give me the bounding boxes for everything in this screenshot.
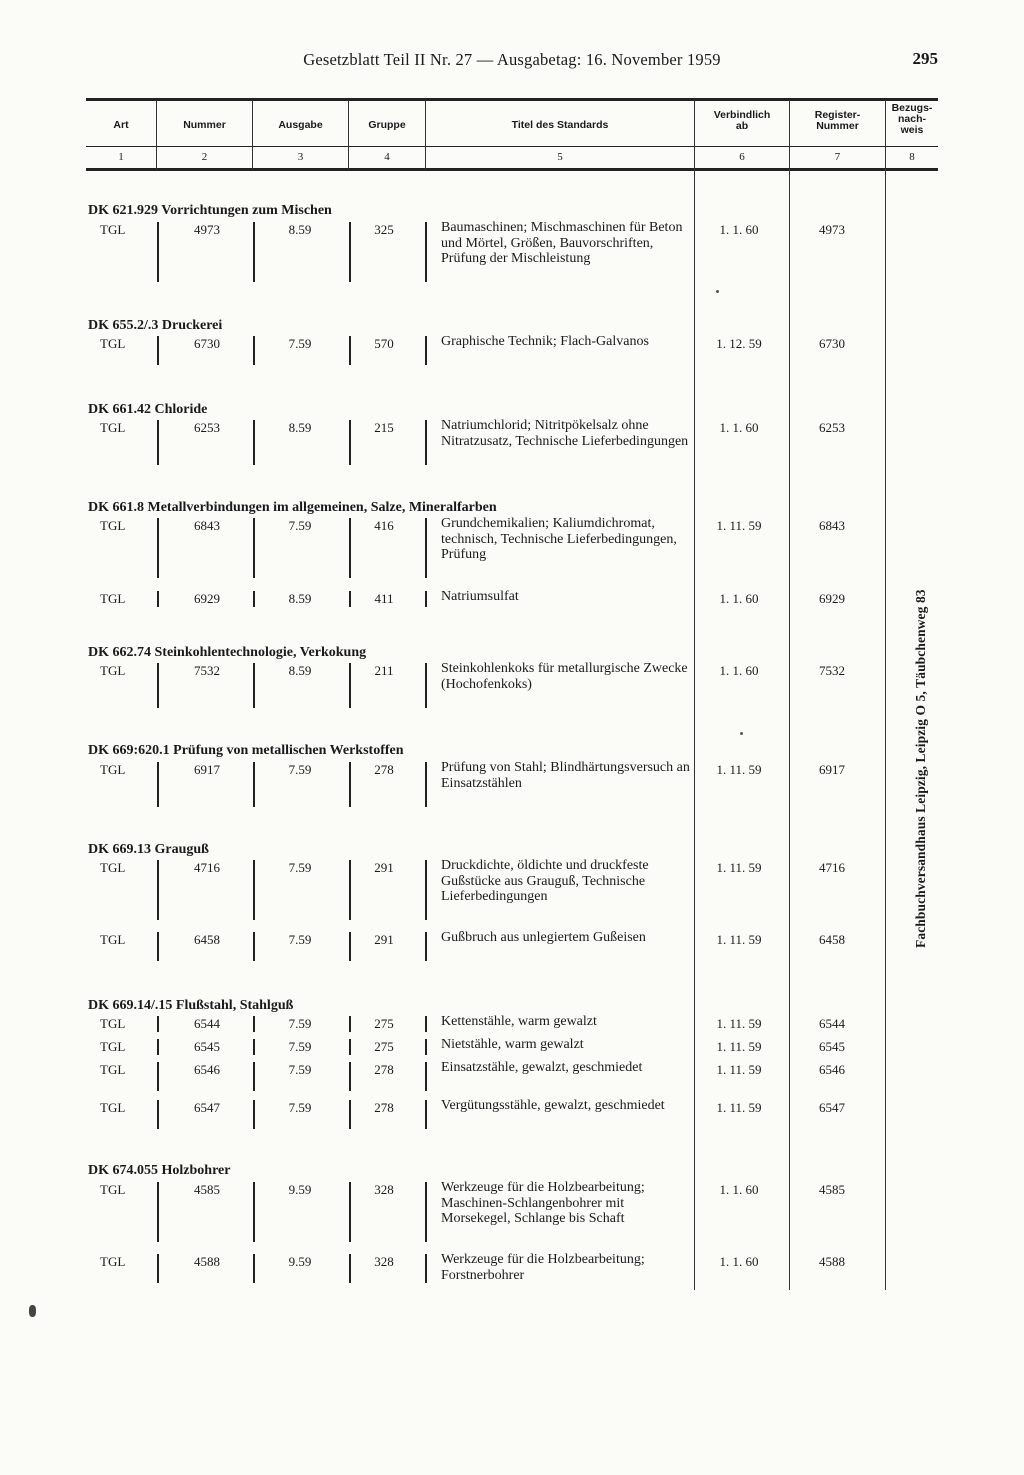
row-divider-tick — [253, 591, 255, 607]
row-divider-tick — [157, 1016, 159, 1032]
row-divider-tick — [157, 1062, 159, 1091]
row-divider-tick — [157, 1182, 159, 1242]
cell-nummer: 6730 — [194, 336, 220, 351]
row-divider-tick — [349, 1016, 351, 1032]
cell-art: TGL — [100, 336, 126, 351]
cell-ausgabe: 9.59 — [288, 1254, 312, 1269]
cell-art: TGL — [100, 518, 126, 533]
row-divider-tick — [349, 1100, 351, 1129]
row-divider-tick — [157, 932, 159, 961]
column-number-8: 8 — [909, 151, 915, 163]
cell-titel: Prüfung von Stahl; Blindhärtungsversuch an Einsatzstählen — [441, 760, 690, 791]
cell-gruppe: 411 — [374, 591, 394, 606]
cell-titel: Graphische Technik; Flach-Galvanos — [441, 334, 649, 349]
cell-register: 4585 — [819, 1182, 845, 1197]
cell-verbindlich: 1. 1. 60 — [719, 1182, 759, 1197]
column-number-3: 3 — [297, 151, 304, 163]
cell-titel: Nietstähle, warm gewalzt — [441, 1037, 584, 1052]
cell-ausgabe: 7.59 — [288, 336, 312, 351]
row-divider-tick — [157, 1100, 159, 1129]
cell-register: 7532 — [819, 663, 845, 678]
row-divider-tick — [425, 1039, 427, 1055]
column-header-7: Register- Nummer — [814, 109, 861, 132]
cell-gruppe: 291 — [374, 860, 394, 875]
cell-nummer: 6544 — [194, 1016, 220, 1031]
row-divider-tick — [349, 860, 351, 920]
cell-ausgabe: 7.59 — [288, 860, 312, 875]
cell-art: TGL — [100, 591, 126, 606]
row-divider-tick — [349, 420, 351, 465]
row-divider-tick — [349, 1182, 351, 1242]
cell-verbindlich: 1. 11. 59 — [716, 1100, 762, 1115]
section-title: DK 661.42 Chloride — [88, 402, 208, 417]
cell-register: 6917 — [819, 762, 845, 777]
cell-art: TGL — [100, 1016, 126, 1031]
column-divider — [694, 100, 695, 1290]
row-divider-tick — [349, 762, 351, 807]
row-divider-tick — [253, 1182, 255, 1242]
column-number-7: 7 — [834, 151, 841, 163]
page-number: 295 — [912, 49, 938, 68]
cell-nummer: 7532 — [194, 663, 220, 678]
page-header-title: Gesetzblatt Teil II Nr. 27 — Ausgabetag: 16. November 1959 — [303, 50, 721, 69]
column-number-5: 5 — [557, 151, 563, 163]
cell-titel: Einsatzstähle, gewalzt, geschmiedet — [441, 1060, 643, 1075]
cell-nummer: 4716 — [194, 860, 220, 875]
cell-gruppe: 278 — [374, 1062, 394, 1077]
cell-ausgabe: 7.59 — [288, 762, 312, 777]
section-title: DK 655.2/.3 Druckerei — [88, 318, 223, 333]
cell-titel: Baumaschinen; Mischmaschinen für Beton und Mörtel, Größen, Bauvorschriften, Prüfung der Mischleistung — [441, 220, 683, 266]
row-divider-tick — [425, 222, 427, 282]
cell-verbindlich: 1. 1. 60 — [719, 222, 759, 237]
cell-art: TGL — [100, 762, 126, 777]
column-number-1: 1 — [118, 151, 124, 163]
row-divider-tick — [349, 336, 351, 365]
cell-register: 4973 — [819, 222, 845, 237]
cell-art: TGL — [100, 420, 126, 435]
row-divider-tick — [157, 860, 159, 920]
row-divider-tick — [349, 1039, 351, 1055]
row-divider-tick — [425, 1182, 427, 1242]
column-divider — [885, 100, 886, 1290]
cell-ausgabe: 8.59 — [288, 591, 312, 606]
section-title: DK 669.13 Grauguß — [88, 842, 209, 857]
section-title: DK 621.929 Vorrichtungen zum Mischen — [88, 203, 332, 218]
cell-nummer: 6546 — [194, 1062, 220, 1077]
cell-gruppe: 570 — [374, 336, 394, 351]
cell-register: 6546 — [819, 1062, 845, 1077]
cell-gruppe: 416 — [374, 518, 394, 533]
cell-ausgabe: 7.59 — [288, 1039, 312, 1054]
cell-nummer: 6545 — [194, 1039, 220, 1054]
row-divider-tick — [253, 1062, 255, 1091]
cell-titel: Vergütungsstähle, gewalzt, geschmiedet — [441, 1098, 665, 1113]
row-divider-tick — [253, 1039, 255, 1055]
cell-ausgabe: 8.59 — [288, 663, 312, 678]
cell-nummer: 4588 — [194, 1254, 220, 1269]
cell-gruppe: 215 — [374, 420, 394, 435]
cell-ausgabe: 7.59 — [288, 1016, 312, 1031]
row-divider-tick — [425, 860, 427, 920]
cell-titel: Steinkohlenkoks für metallurgische Zwecke (Hochofenkoks) — [441, 661, 688, 692]
cell-nummer: 6917 — [194, 762, 220, 777]
cell-verbindlich: 1. 11. 59 — [716, 1039, 762, 1054]
cell-gruppe: 275 — [374, 1016, 394, 1031]
row-divider-tick — [349, 222, 351, 282]
cell-art: TGL — [100, 1182, 126, 1197]
row-divider-tick — [349, 1254, 351, 1283]
row-divider-tick — [253, 860, 255, 920]
row-divider-tick — [425, 1254, 427, 1283]
row-divider-tick — [425, 420, 427, 465]
cell-register: 6544 — [819, 1016, 845, 1031]
cell-titel: Natriumsulfat — [441, 589, 519, 604]
cell-titel: Werkzeuge für die Holzbearbeitung; Forstnerbohrer — [441, 1252, 645, 1283]
cell-titel: Werkzeuge für die Holzbearbeitung; Maschinen-Schlangenbohrer mit Morsekegel, Schlange bis Schaft — [441, 1180, 645, 1226]
scan-speck — [29, 1305, 36, 1317]
row-divider-tick — [253, 222, 255, 282]
cell-verbindlich: 1. 11. 59 — [716, 1062, 762, 1077]
cell-verbindlich: 1. 11. 59 — [716, 860, 762, 875]
column-header-3: Ausgabe — [278, 119, 323, 131]
section-title: DK 661.8 Metallverbindungen im allgemeinen, Salze, Mineralfarben — [88, 500, 497, 515]
row-divider-tick — [253, 336, 255, 365]
row-divider-tick — [349, 591, 351, 607]
cell-gruppe: 211 — [374, 663, 394, 678]
row-divider-tick — [253, 762, 255, 807]
cell-ausgabe: 8.59 — [288, 420, 312, 435]
cell-gruppe: 278 — [374, 1100, 394, 1115]
header-column-divider — [156, 100, 157, 170]
section-title: DK 669:620.1 Prüfung von metallischen Werkstoffen — [88, 743, 404, 758]
cell-art: TGL — [100, 1254, 126, 1269]
cell-art: TGL — [100, 1100, 126, 1115]
row-divider-tick — [157, 336, 159, 365]
cell-art: TGL — [100, 663, 126, 678]
cell-gruppe: 328 — [374, 1182, 394, 1197]
cell-register: 6730 — [819, 336, 845, 351]
cell-gruppe: 328 — [374, 1254, 394, 1269]
cell-register: 6843 — [819, 518, 845, 533]
row-divider-tick — [157, 518, 159, 578]
row-divider-tick — [157, 420, 159, 465]
section-title: DK 674.055 Holzbohrer — [88, 1163, 231, 1178]
cell-gruppe: 275 — [374, 1039, 394, 1054]
bezugsnachweis-vertical-text: Fachbuchversandhaus Leipzig, Leipzig O 5, Täubchenweg 83 — [913, 589, 928, 948]
cell-register: 6253 — [819, 420, 845, 435]
cell-titel: Gußbruch aus unlegiertem Gußeisen — [441, 930, 646, 945]
cell-nummer: 6458 — [194, 932, 220, 947]
row-divider-tick — [157, 663, 159, 708]
row-divider-tick — [253, 420, 255, 465]
cell-verbindlich: 1. 11. 59 — [716, 518, 762, 533]
column-divider — [789, 100, 790, 1290]
row-divider-tick — [157, 762, 159, 807]
row-divider-tick — [425, 762, 427, 807]
column-header-1: Art — [113, 119, 129, 131]
cell-verbindlich: 1. 11. 59 — [716, 1016, 762, 1031]
cell-verbindlich: 1. 1. 60 — [719, 1254, 759, 1269]
column-header-8: Bezugs- nach- weis — [891, 102, 933, 136]
cell-register: 4588 — [819, 1254, 845, 1269]
scan-speck — [740, 732, 743, 735]
cell-verbindlich: 1. 1. 60 — [719, 663, 759, 678]
cell-gruppe: 291 — [374, 932, 394, 947]
cell-verbindlich: 1. 12. 59 — [716, 336, 762, 351]
row-divider-tick — [157, 222, 159, 282]
column-header-2: Nummer — [183, 119, 226, 131]
cell-register: 6547 — [819, 1100, 845, 1115]
cell-titel: Kettenstähle, warm gewalzt — [441, 1014, 597, 1029]
section-title: DK 669.14/.15 Flußstahl, Stahlguß — [88, 998, 294, 1013]
row-divider-tick — [425, 1062, 427, 1091]
header-column-divider — [252, 100, 253, 170]
cell-verbindlich: 1. 1. 60 — [719, 591, 759, 606]
row-divider-tick — [349, 663, 351, 708]
header-column-divider — [425, 100, 426, 170]
row-divider-tick — [425, 591, 427, 607]
row-divider-tick — [425, 932, 427, 961]
cell-ausgabe: 8.59 — [288, 222, 312, 237]
cell-art: TGL — [100, 222, 126, 237]
row-divider-tick — [425, 336, 427, 365]
cell-art: TGL — [100, 1039, 126, 1054]
row-divider-tick — [253, 1254, 255, 1283]
column-number-4: 4 — [384, 151, 390, 163]
row-divider-tick — [425, 1016, 427, 1032]
cell-ausgabe: 9.59 — [288, 1182, 312, 1197]
cell-titel: Natriumchlorid; Nitritpökelsalz ohne Nitratzusatz, Technische Lieferbedingungen — [441, 418, 689, 449]
cell-register: 6545 — [819, 1039, 845, 1054]
row-divider-tick — [349, 518, 351, 578]
cell-gruppe: 325 — [374, 222, 394, 237]
cell-ausgabe: 7.59 — [288, 1062, 312, 1077]
cell-register: 4716 — [819, 860, 845, 875]
cell-register: 6929 — [819, 591, 845, 606]
cell-verbindlich: 1. 1. 60 — [719, 420, 759, 435]
row-divider-tick — [157, 1254, 159, 1283]
cell-nummer: 6547 — [194, 1100, 220, 1115]
cell-nummer: 4973 — [194, 222, 220, 237]
cell-ausgabe: 7.59 — [288, 1100, 312, 1115]
cell-ausgabe: 7.59 — [288, 932, 312, 947]
row-divider-tick — [425, 663, 427, 708]
table-top-rule — [86, 98, 938, 101]
column-header-5: Titel des Standards — [511, 119, 609, 131]
row-divider-tick — [253, 932, 255, 961]
cell-gruppe: 278 — [374, 762, 394, 777]
cell-art: TGL — [100, 1062, 126, 1077]
row-divider-tick — [253, 663, 255, 708]
row-divider-tick — [253, 518, 255, 578]
cell-art: TGL — [100, 932, 126, 947]
scan-speck — [716, 290, 719, 293]
row-divider-tick — [157, 1039, 159, 1055]
section-title: DK 662.74 Steinkohlentechnologie, Verkokung — [88, 645, 367, 660]
cell-nummer: 6843 — [194, 518, 220, 533]
cell-nummer: 6929 — [194, 591, 220, 606]
column-number-2: 2 — [201, 151, 208, 163]
column-number-6: 6 — [739, 151, 745, 163]
row-divider-tick — [349, 1062, 351, 1091]
cell-register: 6458 — [819, 932, 845, 947]
cell-ausgabe: 7.59 — [288, 518, 312, 533]
header-column-divider — [348, 100, 349, 170]
cell-verbindlich: 1. 11. 59 — [716, 932, 762, 947]
row-divider-tick — [425, 1100, 427, 1129]
row-divider-tick — [253, 1100, 255, 1129]
cell-titel: Grundchemikalien; Kaliumdichromat, technisch, Technische Lieferbedingungen, Prüfung — [441, 516, 677, 562]
table-colnum-rule — [86, 168, 938, 171]
table-header-rule — [86, 146, 938, 147]
cell-nummer: 6253 — [194, 420, 220, 435]
cell-titel: Druckdichte, öldichte und druckfeste Gußstücke aus Grauguß, Technische Lieferbedingungen — [441, 858, 649, 904]
column-header-4: Gruppe — [368, 119, 406, 131]
row-divider-tick — [349, 932, 351, 961]
cell-nummer: 4585 — [194, 1182, 220, 1197]
row-divider-tick — [253, 1016, 255, 1032]
row-divider-tick — [157, 591, 159, 607]
cell-art: TGL — [100, 860, 126, 875]
column-header-6: Verbindlich ab — [713, 109, 771, 132]
cell-verbindlich: 1. 11. 59 — [716, 762, 762, 777]
row-divider-tick — [425, 518, 427, 578]
